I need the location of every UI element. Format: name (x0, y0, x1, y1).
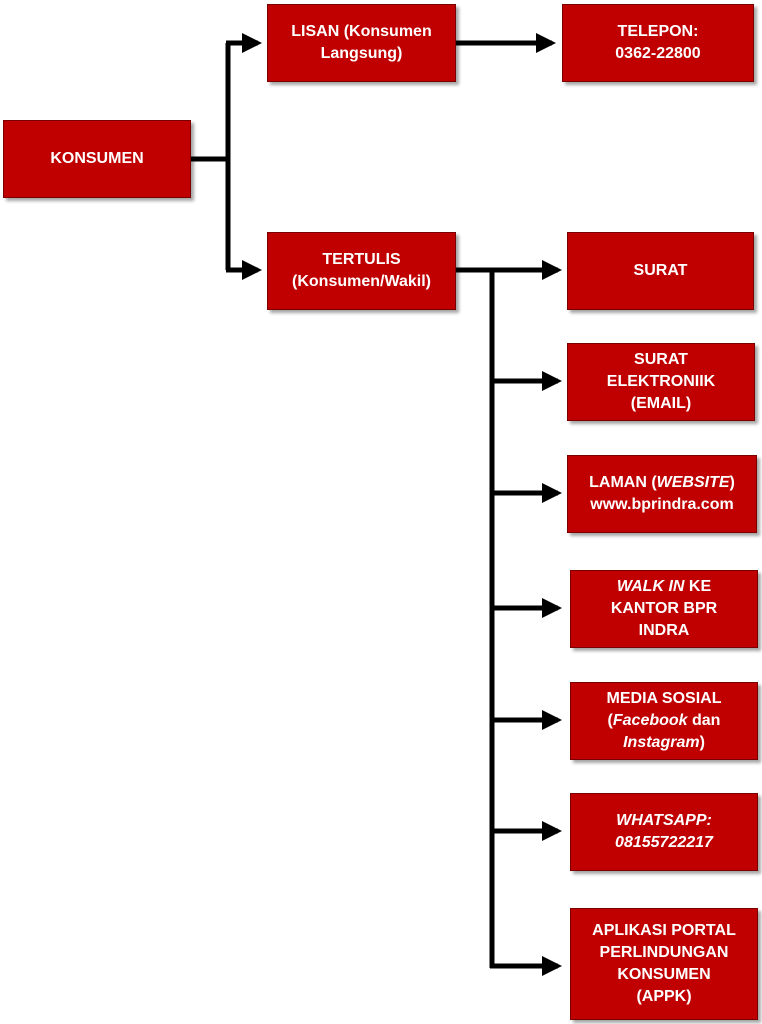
node-appk-line1: APLIKASI PORTAL (592, 922, 736, 939)
walkin-italic: WALK IN (616, 578, 685, 595)
node-konsumen (3, 120, 191, 198)
node-appk-line4: (APPK) (636, 988, 692, 1005)
node-appk (570, 908, 758, 1020)
node-konsumen-label: KONSUMEN (50, 150, 144, 167)
node-lisan (267, 4, 456, 82)
node-medsos (570, 682, 758, 760)
node-medsos-line3 (607, 732, 722, 754)
node-telepon-line1: TELEPON: (617, 23, 699, 40)
node-telepon (562, 4, 754, 82)
node-whatsapp-line1: WHATSAPP: (616, 812, 712, 829)
medsos-open-paren: ( (607, 712, 613, 729)
walkin-suffix: KE (684, 578, 712, 595)
medsos-dan: dan (687, 712, 721, 729)
node-lisan-line1: LISAN (Konsumen (291, 23, 432, 40)
node-appk-line3: KONSUMEN (617, 966, 711, 983)
node-medsos-line2 (607, 710, 722, 732)
medsos-close-paren: ) (699, 734, 705, 751)
node-tertulis-line2: (Konsumen/Wakil) (292, 273, 431, 290)
medsos-instagram: Instagram (623, 734, 700, 751)
node-medsos-line1: MEDIA SOSIAL (606, 690, 722, 707)
node-tertulis-line1: TERTULIS (322, 251, 401, 268)
node-appk-line2: PERLINDUNGAN (599, 944, 729, 961)
laman-website-italic: WEBSITE (656, 474, 730, 491)
laman-suffix: ) (729, 474, 735, 491)
node-whatsapp-line2: 08155722217 (615, 834, 713, 851)
node-laman-url: www.bprindra.com (590, 496, 734, 513)
node-whatsapp (570, 793, 758, 871)
node-lisan-line2: Langsung) (320, 45, 403, 62)
node-email-line1: SURAT (634, 351, 688, 368)
node-tertulis (267, 232, 456, 310)
node-laman (567, 455, 757, 533)
node-email-line3: (EMAIL) (630, 395, 692, 412)
node-walkin-line1 (611, 576, 717, 598)
node-email-line2: ELEKTRONIIK (606, 373, 716, 390)
node-walkin-line2: KANTOR BPR (610, 600, 718, 617)
node-telepon-line2: 0362-22800 (615, 45, 701, 62)
node-laman-line1 (589, 472, 735, 494)
node-walkin-line3: INDRA (638, 622, 690, 639)
laman-prefix: LAMAN ( (589, 474, 657, 491)
node-walkin (570, 570, 758, 648)
node-surat-label: SURAT (633, 262, 688, 279)
node-surat (567, 232, 754, 310)
medsos-facebook: Facebook (612, 712, 688, 729)
node-email (567, 343, 755, 421)
